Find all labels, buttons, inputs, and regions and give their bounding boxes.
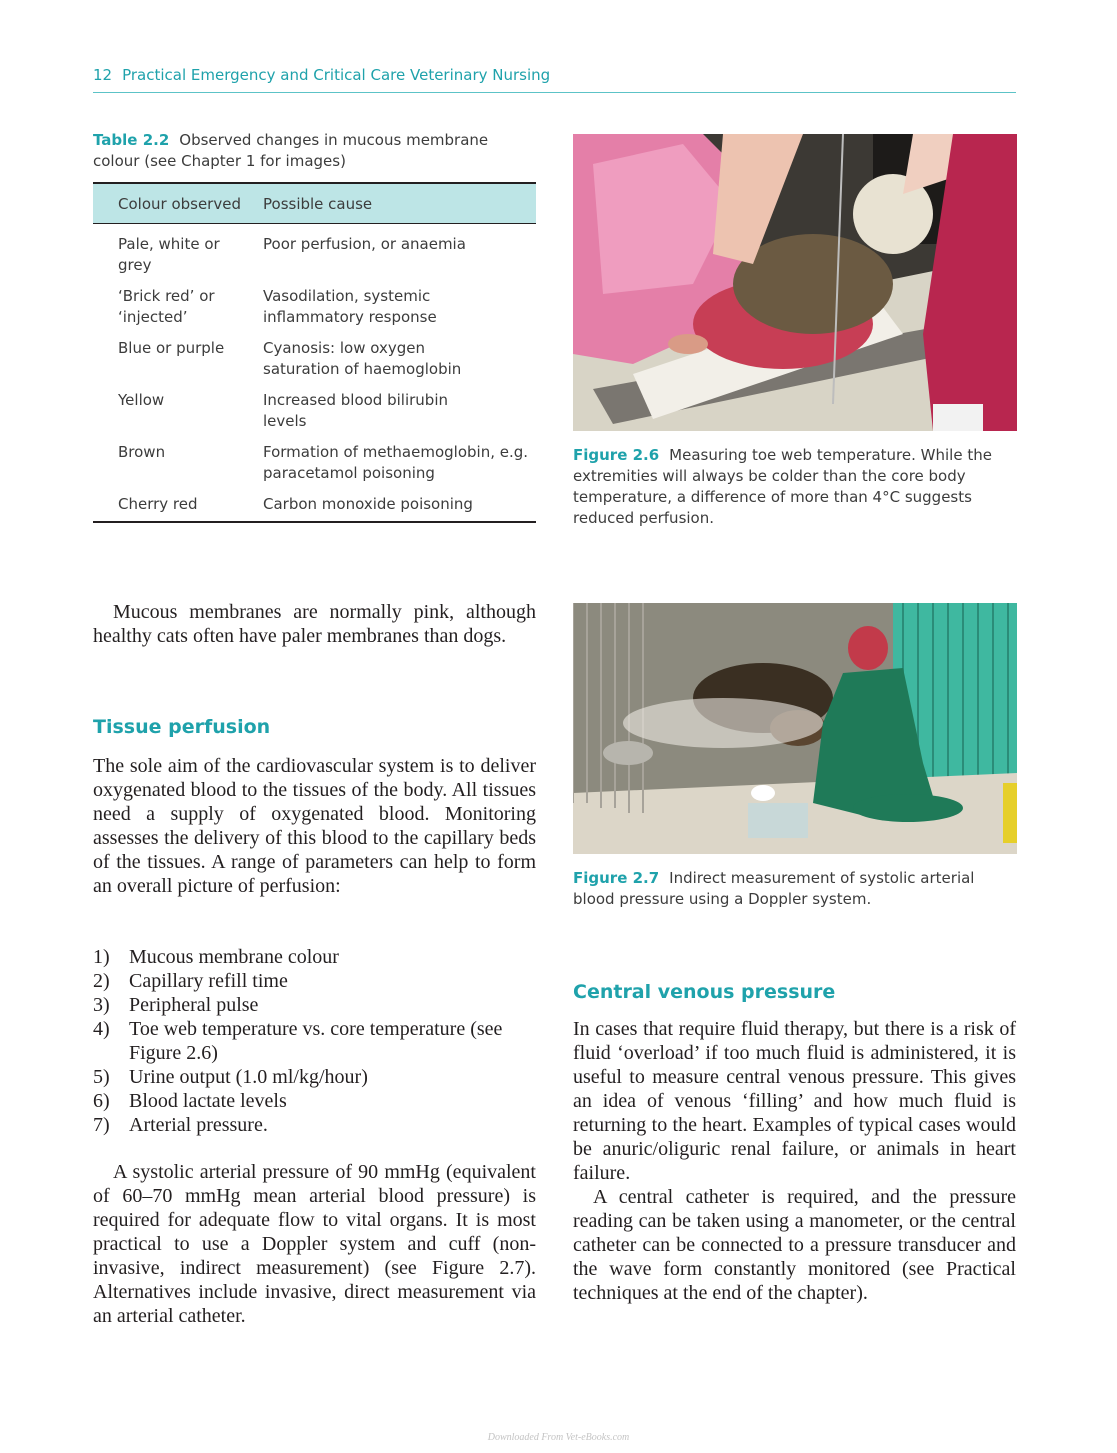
list-text: Blood lactate levels: [129, 1090, 287, 1112]
figure-caption-text: Indirect measurement of systolic arterial blood pressure using a Doppler system.: [573, 869, 975, 908]
arterial-pressure-paragraph: [93, 1160, 536, 1328]
list-item: [93, 1113, 536, 1137]
book-title: Practical Emergency and Critical Care Veterinary Nursing: [122, 66, 551, 84]
table-row: [93, 494, 536, 515]
list-number: 4): [93, 1018, 110, 1040]
arterial-pressure-text: A systolic arterial pressure of 90 mmHg (equivalent of 60–70 mmHg mean arterial blood pressure) is required for adequate flow to vital organs. It is most practical to use a Doppler system and cuff (non-invasive, indirect measurement) (see Figure 2.7). Alternatives include invasive, direct measurement via an arterial catheter.: [93, 1161, 536, 1327]
table-row: [93, 338, 536, 380]
figure-label: Figure 2.7: [573, 869, 660, 887]
cell-cause: Cyanosis: low oxygen saturation of haemoglobin: [263, 339, 462, 378]
running-header: [93, 66, 1016, 93]
list-number: 1): [93, 946, 110, 968]
table-row: [93, 286, 536, 328]
cvp-paragraph-2: A central catheter is required, and the pressure reading can be taken using a manometer, or the central catheter can be connected to a pressure transducer and the wave form constantly monitored (see Practical techniques at the end of the chapter).: [573, 1186, 1016, 1304]
list-text: Capillary refill time: [129, 970, 288, 992]
table-caption-text: Observed changes in mucous membrane colour (see Chapter 1 for images): [93, 131, 489, 170]
table-header-row: [93, 184, 536, 224]
central-venous-pressure-body: [573, 1017, 1016, 1305]
tissue-perfusion-text: The sole aim of the cardiovascular system is to deliver oxygenated blood to the tissues of the body. All tissues need a supply of oxygenated blood. Monitoring assesses the delivery of this blood to the capillary beds of the tissues. A range of parameters can help to form an overall picture of perfusion:: [93, 755, 536, 897]
figure-2-6-photo: [573, 134, 1017, 431]
cell-colour: Blue or purple: [118, 339, 225, 357]
download-footer: Downloaded From Vet-eBooks.com: [487, 1432, 630, 1443]
list-item: [93, 969, 536, 993]
list-number: 7): [93, 1114, 110, 1136]
section-heading-tissue-perfusion: Tissue perfusion: [93, 716, 271, 738]
figure-caption-text: Measuring toe web temperature. While the extremities will always be colder than the core body temperature, a difference of more than 4°C suggests reduced perfusion.: [573, 446, 992, 527]
cell-cause: Formation of methaemoglobin, e.g. paracetamol poisoning: [263, 443, 529, 482]
table-row: [93, 234, 536, 276]
column-header-colour: Colour observed: [118, 194, 241, 213]
cell-cause: Carbon monoxide poisoning: [263, 495, 473, 513]
cell-cause: Vasodilation, systemic inflammatory response: [263, 287, 437, 326]
list-number: 5): [93, 1066, 110, 1088]
column-header-cause: Possible cause: [263, 194, 373, 213]
cvp-paragraph-1: In cases that require fluid therapy, but there is a risk of fluid ‘overload’ if too much fluid is administered, it is useful to measure central venous pressure. This gives an idea of venous ‘filling’ and how much fluid is returning to the heart. Examples of typical cases would be anuric/oliguric renal failure, or animals in heart failure.: [573, 1018, 1016, 1184]
table-row: [93, 442, 536, 484]
tissue-perfusion-paragraph: [93, 754, 536, 898]
list-number: 2): [93, 970, 110, 992]
page-number: 12: [93, 66, 113, 84]
cell-colour: Brown: [118, 443, 166, 461]
list-text: Mucous membrane colour: [129, 946, 339, 968]
list-text: Peripheral pulse: [129, 994, 259, 1016]
intro-paragraph: [93, 600, 536, 648]
list-number: 3): [93, 994, 110, 1016]
table-row: [93, 390, 536, 432]
cell-colour: ‘Brick red’ or ‘injected’: [118, 287, 215, 326]
figure-label: Figure 2.6: [573, 446, 660, 464]
list-item: [93, 1065, 536, 1089]
list-number: 6): [93, 1090, 110, 1112]
list-item: [93, 993, 536, 1017]
list-text: Arterial pressure.: [129, 1114, 268, 1136]
cell-colour: Cherry red: [118, 495, 198, 513]
cell-colour: Pale, white or grey: [118, 235, 220, 274]
perfusion-parameters-list: [93, 945, 536, 1137]
cell-cause: Poor perfusion, or anaemia: [263, 235, 466, 253]
list-item: [93, 945, 536, 969]
table-caption: [93, 130, 538, 172]
table-body: [93, 224, 536, 521]
list-text: Toe web temperature vs. core temperature (see Figure 2.6): [129, 1018, 503, 1064]
cell-colour: Yellow: [118, 391, 165, 409]
figure-2-7-caption: [573, 868, 1019, 910]
mucous-membrane-table: [93, 182, 536, 523]
section-heading-central-venous-pressure: Central venous pressure: [573, 981, 836, 1003]
table-label: Table 2.2: [93, 131, 170, 149]
list-item: [93, 1089, 536, 1113]
cell-cause: Increased blood bilirubin levels: [263, 391, 448, 430]
intro-text: Mucous membranes are normally pink, although healthy cats often have paler membranes than dogs.: [93, 601, 536, 647]
figure-2-7-photo: [573, 603, 1017, 854]
list-item: [93, 1017, 536, 1065]
figure-2-6-caption: [573, 445, 1019, 529]
list-text: Urine output (1.0 ml/kg/hour): [129, 1066, 368, 1088]
